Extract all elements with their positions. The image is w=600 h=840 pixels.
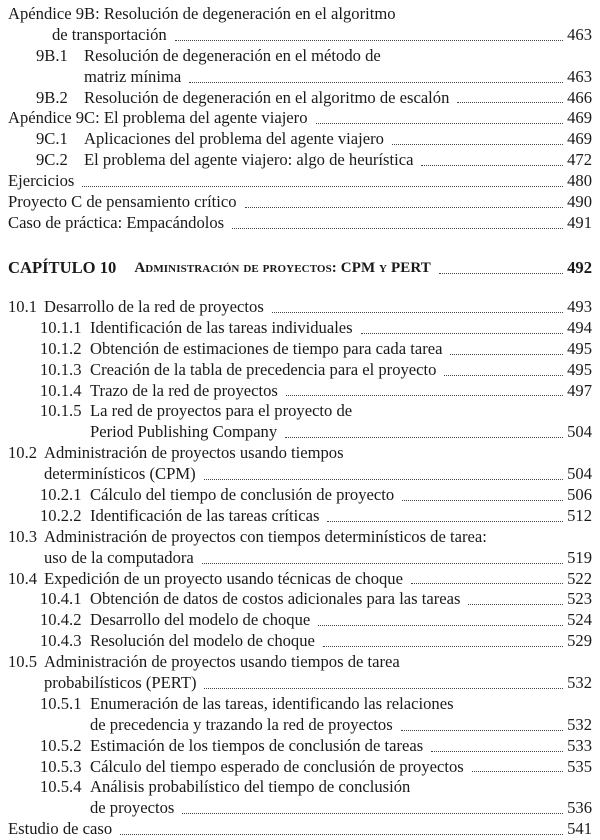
toc-entry[interactable] xyxy=(8,569,592,590)
toc-line xyxy=(8,798,592,819)
toc-line xyxy=(8,652,592,673)
toc-line xyxy=(8,381,592,402)
dot-leader xyxy=(120,819,563,840)
toc-line xyxy=(8,736,592,757)
toc-entry[interactable] xyxy=(8,401,592,443)
entry-title: Desarrollo del modelo de choque xyxy=(90,610,311,630)
toc-line xyxy=(8,192,592,213)
dot-leader xyxy=(189,67,563,88)
dot-leader xyxy=(472,757,563,778)
toc-entry[interactable] xyxy=(8,506,592,527)
page-number: 532 xyxy=(567,673,592,693)
entry-title: Apéndice 9C: El problema del agente viajero xyxy=(8,108,308,128)
toc-entry[interactable] xyxy=(8,819,592,840)
entry-title: matriz mínima xyxy=(84,66,182,86)
page-number: 532 xyxy=(567,714,592,734)
page-number: 523 xyxy=(567,589,592,609)
section-number: 10.1.1 xyxy=(40,317,82,337)
entry-title: de precedencia y trazando la red de proyectos xyxy=(90,714,393,734)
dot-leader xyxy=(245,192,564,213)
toc-line xyxy=(8,67,592,88)
toc-line xyxy=(8,401,592,422)
entry-title: Obtención de datos de costos adicionales para las tareas xyxy=(90,589,461,609)
entry-title: Caso de práctica: Empacándolos xyxy=(8,212,225,232)
toc-line xyxy=(8,171,592,192)
chapter-label: CAPÍTULO 10 xyxy=(8,258,117,277)
section-number: 10.2.2 xyxy=(40,505,82,525)
dot-leader xyxy=(439,257,563,279)
toc-line xyxy=(8,108,592,129)
toc-line xyxy=(8,443,592,464)
toc-chapter-section xyxy=(8,297,592,840)
chapter-title: Administración de proyectos: CPM y PERT xyxy=(134,260,431,276)
page-number: 512 xyxy=(567,505,592,525)
dot-leader xyxy=(202,548,563,569)
dot-leader xyxy=(204,464,563,485)
toc-line xyxy=(8,46,592,67)
toc-entry[interactable] xyxy=(8,610,592,631)
toc-line xyxy=(8,464,592,485)
page-number: 519 xyxy=(567,547,592,567)
entry-title: Estudio de caso xyxy=(8,819,113,839)
dot-leader xyxy=(204,673,563,694)
toc-entry[interactable] xyxy=(8,652,592,694)
entry-title: Trazo de la red de proyectos xyxy=(90,380,278,400)
toc-line xyxy=(8,213,592,234)
section-number: 10.1.2 xyxy=(40,338,82,358)
section-number: 10.5.3 xyxy=(40,756,82,776)
page-number: 541 xyxy=(567,819,592,839)
entry-title: La red de proyectos para el proyecto de xyxy=(90,401,353,421)
toc-line xyxy=(8,589,592,610)
toc-entry[interactable] xyxy=(8,297,592,318)
toc-entry[interactable] xyxy=(8,694,592,736)
toc-entry[interactable] xyxy=(8,213,592,234)
page-number: 522 xyxy=(567,568,592,588)
toc-line xyxy=(8,360,592,381)
entry-title: Expedición de un proyecto usando técnicas de choque xyxy=(44,568,403,588)
toc-entry[interactable] xyxy=(8,381,592,402)
entry-title: Administración de proyectos con tiempos determinísticos de tarea: xyxy=(44,526,487,546)
section-number: 10.2 xyxy=(8,443,38,463)
entry-title: El problema del agente viajero: algo de heurística xyxy=(84,150,414,170)
section-number: 10.1.4 xyxy=(40,380,82,400)
section-number: 10.1 xyxy=(8,297,38,316)
toc-line xyxy=(8,631,592,652)
toc-entry[interactable] xyxy=(8,631,592,652)
section-number: 10.5 xyxy=(8,652,38,672)
page-number: 469 xyxy=(567,108,592,128)
toc-line xyxy=(8,548,592,569)
chapter-heading[interactable] xyxy=(8,257,592,279)
entry-title: Period Publishing Company xyxy=(90,422,278,442)
page-number: 536 xyxy=(567,798,592,818)
dot-leader xyxy=(316,108,564,129)
dot-leader xyxy=(361,318,563,339)
toc-line xyxy=(8,318,592,339)
page-number: 480 xyxy=(567,171,592,191)
entry-title: Cálculo del tiempo esperado de conclusión de proyectos xyxy=(90,756,464,776)
toc-entry[interactable] xyxy=(8,192,592,213)
page-number: 533 xyxy=(567,735,592,755)
toc-entry[interactable] xyxy=(8,88,592,109)
entry-title: Ejercicios xyxy=(8,171,75,191)
toc-entry[interactable] xyxy=(8,736,592,757)
entry-title: Estimación de los tiempos de conclusión de tareas xyxy=(90,735,424,755)
dot-leader xyxy=(323,631,563,652)
dot-leader xyxy=(327,506,563,527)
dot-leader xyxy=(318,610,563,631)
page-number: 529 xyxy=(567,631,592,651)
toc-entry[interactable] xyxy=(8,757,592,778)
entry-title: Obtención de estimaciones de tiempo para cada tarea xyxy=(90,338,443,358)
dot-leader xyxy=(421,150,563,171)
toc-line xyxy=(8,4,592,25)
entry-title: Creación de la tabla de precedencia para el proyecto xyxy=(90,359,437,379)
section-number: 10.2.1 xyxy=(40,485,82,505)
page-number: 495 xyxy=(567,338,592,358)
page-number: 504 xyxy=(567,422,592,442)
dot-leader xyxy=(468,589,563,610)
toc-entry[interactable] xyxy=(8,108,592,129)
toc-line xyxy=(8,25,592,46)
dot-leader xyxy=(285,422,563,443)
entry-title: Identificación de las tareas individuales xyxy=(90,317,353,337)
section-number: 10.1.3 xyxy=(40,359,82,379)
section-number: 10.1.5 xyxy=(40,401,82,421)
toc-line xyxy=(8,506,592,527)
entry-title: de proyectos xyxy=(90,798,175,818)
section-number: 9B.2 xyxy=(36,87,68,107)
page-number: 524 xyxy=(567,610,592,630)
entry-title: Resolución de degeneración en el algoritmo de escalón xyxy=(84,87,450,107)
dot-leader xyxy=(232,213,563,234)
dot-leader xyxy=(457,88,563,109)
section-number: 9C.2 xyxy=(36,150,68,170)
section-number: 10.3 xyxy=(8,526,38,546)
toc-entry[interactable] xyxy=(8,318,592,339)
section-number: 10.4.1 xyxy=(40,589,82,609)
entry-title: Resolución del modelo de choque xyxy=(90,631,315,651)
toc-line xyxy=(8,757,592,778)
toc-line xyxy=(8,297,592,318)
entry-title: Cálculo del tiempo de conclusión de proyecto xyxy=(90,485,395,505)
page-number: 506 xyxy=(567,485,592,505)
toc-entry[interactable] xyxy=(8,485,592,506)
toc-entry[interactable] xyxy=(8,777,592,819)
entry-title: uso de la computadora xyxy=(44,547,194,567)
dot-leader xyxy=(272,297,563,318)
toc-entry[interactable] xyxy=(8,589,592,610)
toc-entry[interactable] xyxy=(8,360,592,381)
entry-title: Resolución de degeneración en el método de xyxy=(84,45,381,65)
dot-leader xyxy=(411,569,563,590)
toc-line xyxy=(8,673,592,694)
section-number: 10.4.2 xyxy=(40,610,82,630)
section-number: 10.5.4 xyxy=(40,777,82,797)
toc-entry[interactable] xyxy=(8,527,592,569)
toc-line xyxy=(8,694,592,715)
section-number: 10.4.3 xyxy=(40,631,82,651)
page-number: 494 xyxy=(567,317,592,337)
page-number: 463 xyxy=(567,24,592,44)
section-number: 10.4 xyxy=(8,568,38,588)
dot-leader xyxy=(401,715,563,736)
toc-line xyxy=(8,339,592,360)
entry-title: Aplicaciones del problema del agente viajero xyxy=(84,129,384,149)
section-number: 10.5.1 xyxy=(40,693,82,713)
dot-leader xyxy=(175,25,563,46)
dot-leader xyxy=(82,171,563,192)
section-number: 9B.1 xyxy=(36,45,68,65)
section-number: 10.5.2 xyxy=(40,735,82,755)
entry-title: Administración de proyectos usando tiempos de tarea xyxy=(44,652,400,672)
toc-line xyxy=(8,88,592,109)
toc-entry[interactable] xyxy=(8,171,592,192)
toc-entry[interactable] xyxy=(8,129,592,150)
toc-line xyxy=(8,527,592,548)
page-number: 472 xyxy=(567,150,592,170)
page-number: 504 xyxy=(567,464,592,484)
toc-line xyxy=(8,715,592,736)
page-number: 493 xyxy=(567,297,592,316)
toc-appendix-section xyxy=(8,4,592,234)
toc-line xyxy=(8,569,592,590)
entry-title: Identificación de las tareas críticas xyxy=(90,505,320,525)
toc-line xyxy=(8,150,592,171)
entry-title: Apéndice 9B: Resolución de degeneración en el algoritmo xyxy=(8,4,396,23)
section-number: 9C.1 xyxy=(36,129,68,149)
dot-leader xyxy=(286,381,563,402)
dot-leader xyxy=(402,485,563,506)
toc-entry[interactable] xyxy=(8,46,592,88)
entry-title: Enumeración de las tareas, identificando las relaciones xyxy=(90,693,454,713)
toc-line xyxy=(8,129,592,150)
chapter-page-number: 492 xyxy=(567,258,592,277)
toc-line xyxy=(8,819,592,840)
toc-line xyxy=(8,422,592,443)
page-number: 491 xyxy=(567,212,592,232)
toc-entry[interactable] xyxy=(8,339,592,360)
page-number: 495 xyxy=(567,359,592,379)
toc-entry[interactable] xyxy=(8,150,592,171)
dot-leader xyxy=(392,129,563,150)
page-number: 490 xyxy=(567,192,592,212)
entry-title: Administración de proyectos usando tiempos xyxy=(44,443,344,463)
toc-line xyxy=(8,777,592,798)
dot-leader xyxy=(450,339,563,360)
entry-title: determinísticos (CPM) xyxy=(44,464,196,484)
toc-entry[interactable] xyxy=(8,443,592,485)
dot-leader xyxy=(431,736,563,757)
toc-line xyxy=(8,610,592,631)
page-number: 463 xyxy=(567,66,592,86)
page-number: 469 xyxy=(567,129,592,149)
entry-title: Desarrollo de la red de proyectos xyxy=(44,297,264,316)
page-number: 466 xyxy=(567,87,592,107)
toc-entry[interactable] xyxy=(8,4,592,46)
dot-leader xyxy=(182,798,563,819)
toc-line xyxy=(8,485,592,506)
entry-title: Proyecto C de pensamiento crítico xyxy=(8,192,237,212)
entry-title: de transportación xyxy=(52,24,167,44)
dot-leader xyxy=(444,360,563,381)
entry-title: Análisis probabilístico del tiempo de conclusión xyxy=(90,777,411,797)
page-number: 535 xyxy=(567,756,592,776)
page-number: 497 xyxy=(567,380,592,400)
entry-title: probabilísticos (PERT) xyxy=(44,673,197,693)
